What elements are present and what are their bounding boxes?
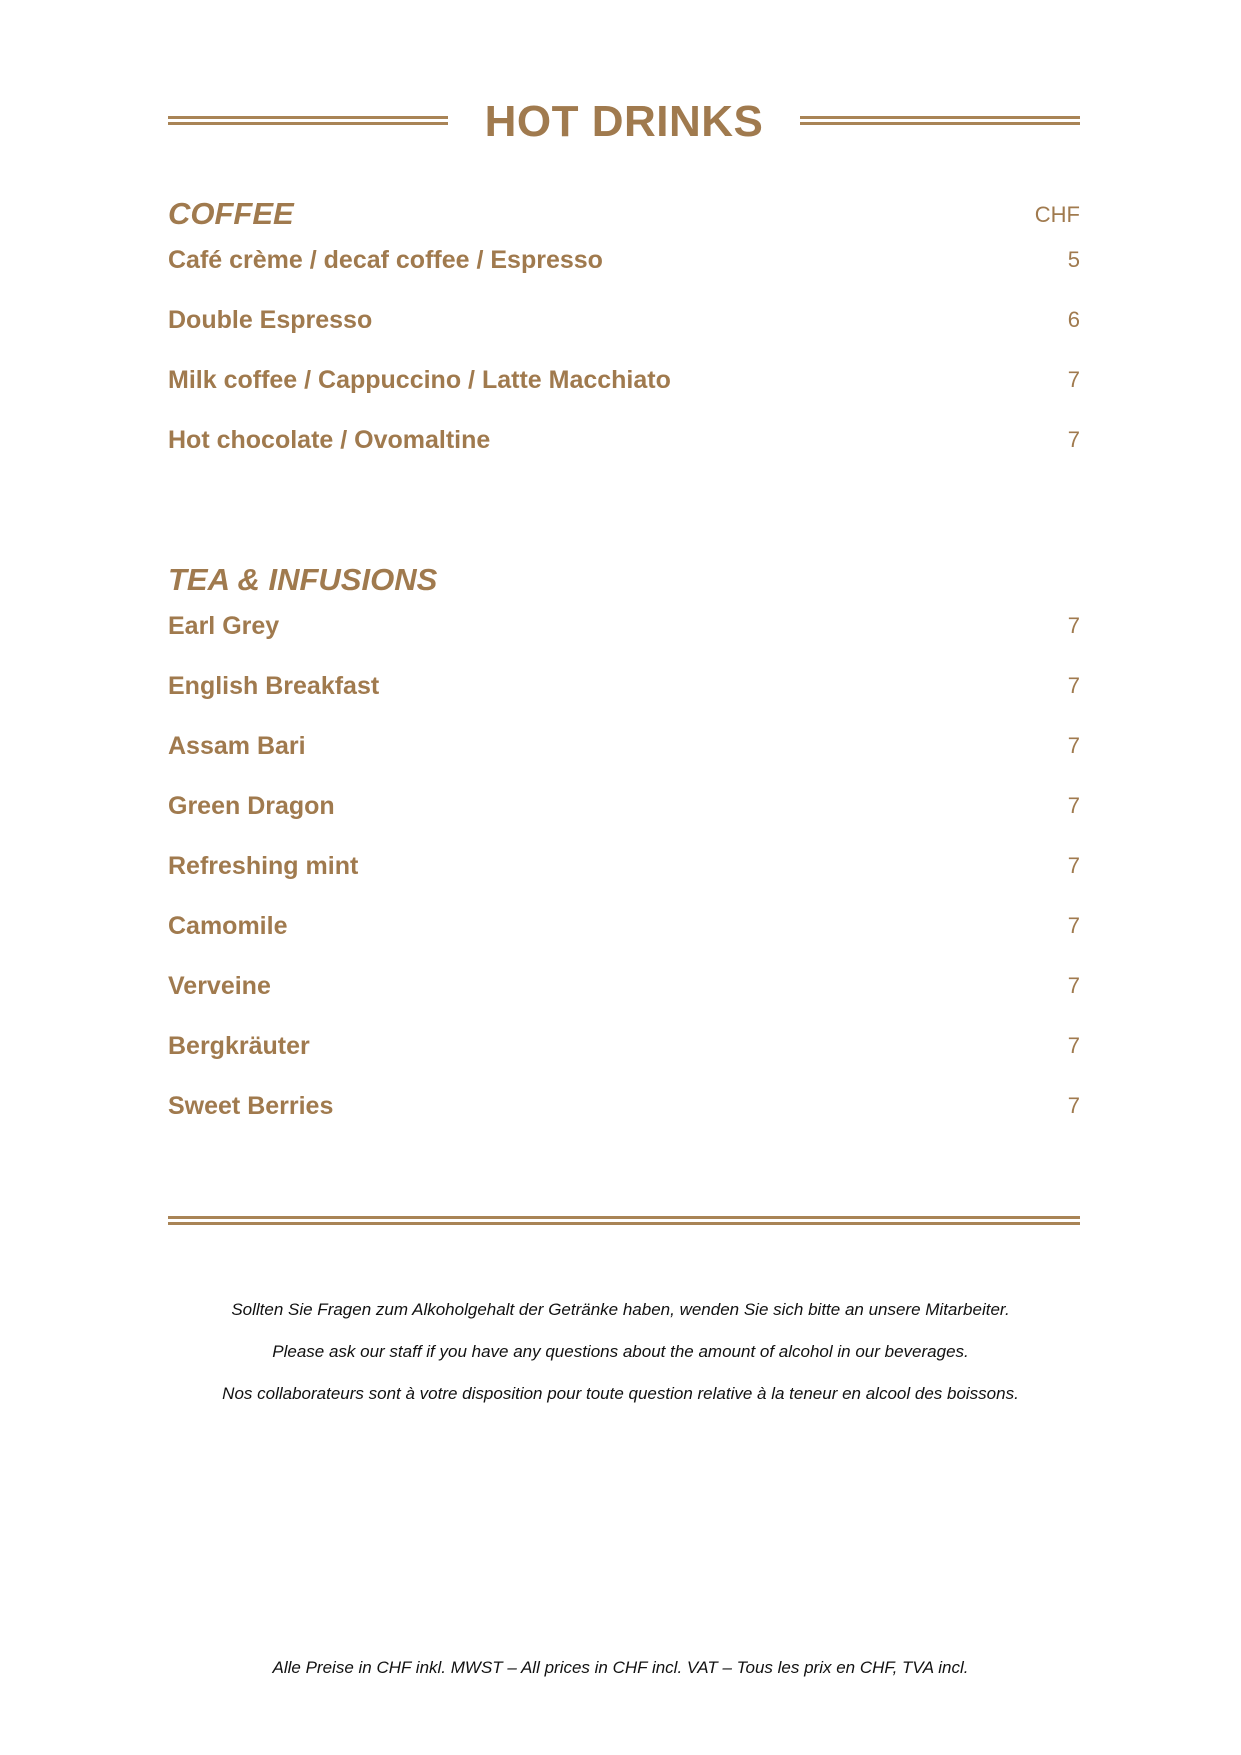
menu-item-price: 7 <box>1067 427 1080 452</box>
note-french: Nos collaborateurs sont à votre disposition pour toute question relative à la teneur en alcool des boissons. <box>222 1384 1019 1403</box>
menu-item-name: Hot chocolate / Ovomaltine <box>168 426 491 454</box>
currency-label: CHF <box>1034 202 1080 227</box>
title-row <box>168 92 1080 152</box>
menu-item-price: 7 <box>1067 1093 1080 1118</box>
menu-item-price: 7 <box>1067 613 1080 638</box>
menu-item-name: Earl Grey <box>168 612 280 640</box>
menu-item <box>168 362 1080 422</box>
menu-item-name: Milk coffee / Cappuccino / Latte Macchiato <box>168 366 671 394</box>
note-german: Sollten Sie Fragen zum Alkoholgehalt der Getränke haben, wenden Sie sich bitte an unsere Mitarbeiter. <box>231 1300 1010 1319</box>
coffee-section-title: COFFEE <box>168 196 294 231</box>
menu-item-price: 6 <box>1067 307 1080 332</box>
page-title: HOT DRINKS <box>484 97 764 146</box>
menu-item <box>168 242 1080 302</box>
section-divider <box>168 1216 1080 1225</box>
menu-item-price: 7 <box>1067 1033 1080 1058</box>
menu-item-name: Bergkräuter <box>168 1032 310 1060</box>
menu-item <box>168 1028 1080 1088</box>
menu-item-price: 7 <box>1067 733 1080 758</box>
menu-item-price: 5 <box>1067 247 1080 272</box>
menu-item-name: Sweet Berries <box>168 1092 334 1120</box>
menu-item-price: 7 <box>1067 793 1080 818</box>
menu-item-name: Assam Bari <box>168 732 306 760</box>
price-footer: Alle Preise in CHF inkl. MWST – All prices in CHF incl. VAT – Tous les prix en CHF, TVA incl. <box>272 1658 969 1677</box>
menu-item-name: Double Espresso <box>168 306 373 334</box>
menu-item-price: 7 <box>1067 913 1080 938</box>
menu-item <box>168 608 1080 668</box>
menu-item <box>168 1088 1080 1148</box>
coffee-section <box>168 194 1080 482</box>
menu-item-price: 7 <box>1067 367 1080 392</box>
menu-item <box>168 728 1080 788</box>
menu-item <box>168 668 1080 728</box>
tea-section-title: TEA & INFUSIONS <box>168 562 438 597</box>
note-english: Please ask our staff if you have any questions about the amount of alcohol in our beverages. <box>272 1342 969 1361</box>
menu-item-name: Café crème / decaf coffee / Espresso <box>168 246 603 274</box>
menu-item <box>168 908 1080 968</box>
tea-section <box>168 560 1080 1148</box>
coffee-header <box>168 194 1080 242</box>
menu-item-price: 7 <box>1067 673 1080 698</box>
menu-item <box>168 422 1080 482</box>
menu-item-price: 7 <box>1067 973 1080 998</box>
tea-header <box>168 560 1080 608</box>
menu-item <box>168 848 1080 908</box>
menu-item-name: English Breakfast <box>168 672 380 700</box>
menu-item <box>168 968 1080 1028</box>
title-rule-right <box>800 116 1080 125</box>
menu-item <box>168 788 1080 848</box>
menu-item-price: 7 <box>1067 853 1080 878</box>
menu-item-name: Green Dragon <box>168 792 335 820</box>
menu-item-name: Verveine <box>168 972 271 1000</box>
menu-item <box>168 302 1080 362</box>
menu-item-name: Camomile <box>168 912 288 940</box>
menu-item-name: Refreshing mint <box>168 852 359 880</box>
alcohol-notes <box>100 1298 1141 1424</box>
